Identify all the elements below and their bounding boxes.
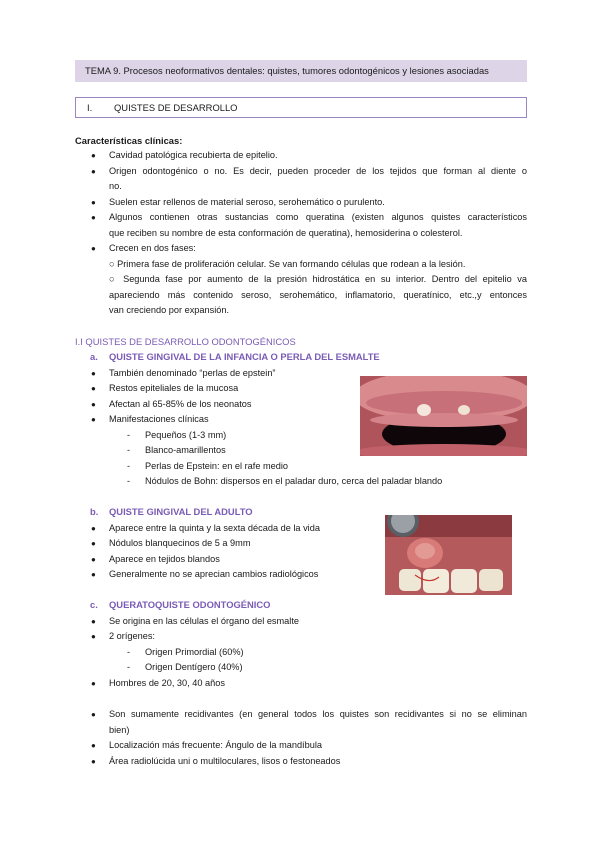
cyst-a-sub-4: Nódulos de Bohn: dispersos en el paladar duro, cerca del paladar blando	[145, 476, 443, 486]
cyst-c-bullet-2: 2 orígenes:	[109, 631, 155, 641]
bullet-dot: ●	[91, 384, 96, 393]
subsection-title: I.I QUISTES DE DESARROLLO ODONTOGÉNICOS	[75, 336, 296, 347]
bullet-dot: ●	[91, 369, 96, 378]
cyst-a-letter: a.	[90, 351, 98, 362]
dash-marker: -	[127, 647, 131, 657]
dash-marker: -	[127, 445, 131, 455]
clinical-item-5: Crecen en dos fases:	[109, 243, 196, 253]
cyst-c-letter: c.	[90, 599, 98, 610]
bullet-dot: ●	[91, 213, 96, 222]
cyst-a-bullet-2: Restos epiteliales de la mucosa	[109, 383, 239, 393]
clinical-item-1: Cavidad patológica recubierta de epitelio.	[109, 150, 278, 160]
cyst-b-bullet-3: Aparece en tejidos blandos	[109, 554, 220, 564]
phase-1: ○ Primera fase de proliferación celular. Se van formando células que rodean a la lesión.	[109, 259, 466, 269]
cyst-a-sub-2: Blanco-amarillentos	[145, 445, 226, 455]
cyst-a-sub-1: Pequeños (1-3 mm)	[145, 430, 227, 440]
cyst-c-sub-2: Origen Dentígero (40%)	[145, 662, 243, 672]
cyst-c-bullet-3: Hombres de 20, 30, 40 años	[109, 678, 225, 688]
bullet-dot: ●	[91, 244, 96, 253]
bullet-dot: ●	[91, 198, 96, 207]
clinical-item-2-cont: no.	[109, 181, 122, 191]
cyst-c-title: QUERATOQUISTE ODONTOGÉNICO	[109, 599, 271, 610]
cyst-b-bullet-4: Generalmente no se aprecian cambios radiológicos	[109, 569, 319, 579]
bullet-dot: ●	[91, 400, 96, 409]
dash-marker: -	[127, 461, 131, 471]
cyst-a-title: QUISTE GINGIVAL DE LA INFANCIA O PERLA DEL ESMALTE	[109, 351, 380, 362]
bullet-dot: ●	[91, 741, 96, 750]
cyst-a-bullet-1: También denominado “perlas de epstein”	[109, 368, 276, 378]
cyst-c-more-1: Son sumamente recidivantes (en general todos los quistes son recidivantes si no se eliminan	[109, 709, 527, 719]
clinical-heading: Características clínicas:	[75, 135, 183, 146]
bullet-dot: ●	[91, 617, 96, 626]
dash-marker: -	[127, 430, 131, 440]
bullet-dot: ●	[91, 757, 96, 766]
bullet-dot: ●	[91, 679, 96, 688]
clinical-item-2: Origen odontogénico o no. Es decir, pueden proceder de los tejidos que forman al diente o	[109, 166, 527, 176]
infant-mouth-photo	[360, 376, 527, 456]
dash-marker: -	[127, 662, 131, 672]
bullet-dot: ●	[91, 167, 96, 176]
cyst-b-bullet-2: Nódulos blanquecinos de 5 a 9mm	[109, 538, 251, 548]
cyst-b-title: QUISTE GINGIVAL DEL ADULTO	[109, 506, 253, 517]
bullet-dot: ●	[91, 555, 96, 564]
cyst-a-sub-3: Perlas de Epstein: en el rafe medio	[145, 461, 288, 471]
clinical-item-4-cont: que reciben su nombre de esta conformación de queratina), hemosiderina o colesterol.	[109, 228, 463, 238]
cyst-b-letter: b.	[90, 506, 99, 517]
phase-2-line-3: van creciendo por expansión.	[109, 305, 230, 315]
cyst-c-bullet-1: Se origina en las células el órgano del esmalte	[109, 616, 299, 626]
section-heading-box	[75, 97, 527, 118]
adult-gingival-photo	[385, 515, 512, 595]
topic-banner	[75, 60, 527, 82]
dash-marker: -	[127, 476, 131, 486]
phase-2-line-2: apareciendo más contenido seroso, serohemático, inflamatorio, queratínico, etc.,y entonces	[109, 290, 527, 300]
bullet-dot: ●	[91, 710, 96, 719]
cyst-c-sub-1: Origen Primordial (60%)	[145, 647, 244, 657]
bullet-dot: ●	[91, 570, 96, 579]
cyst-c-more-1-cont: bien)	[109, 725, 130, 735]
cyst-a-bullet-4: Manifestaciones clínicas	[109, 414, 209, 424]
cyst-a-bullet-3: Afectan al 65-85% de los neonatos	[109, 399, 252, 409]
section-title: QUISTES DE DESARROLLO	[114, 102, 238, 113]
section-number: I.	[87, 102, 93, 113]
bullet-dot: ●	[91, 539, 96, 548]
clinical-item-3: Suelen estar rellenos de material seroso, serohemático o purulento.	[109, 197, 385, 207]
bullet-dot: ●	[91, 632, 96, 641]
topic-title: TEMA 9. Procesos neoformativos dentales: quistes, tumores odontogénicos y lesiones asociadas	[85, 65, 489, 76]
bullet-dot: ●	[91, 415, 96, 424]
cyst-b-bullet-1: Aparece entre la quinta y la sexta década de la vida	[109, 523, 320, 533]
bullet-dot: ●	[91, 524, 96, 533]
phase-2-line-1: ○ Segunda fase por aumento de la presión hidrostática en su interior. Dentro del epitelio va	[109, 274, 527, 284]
clinical-item-4: Algunos contienen otras sustancias como queratina (existen algunos quistes característicos	[109, 212, 527, 222]
cyst-c-more-2: Localización más frecuente: Ángulo de la mandíbula	[109, 740, 322, 750]
bullet-dot: ●	[91, 151, 96, 160]
cyst-c-more-3: Área radiolúcida uni o multiloculares, lisos o festoneados	[109, 756, 341, 766]
